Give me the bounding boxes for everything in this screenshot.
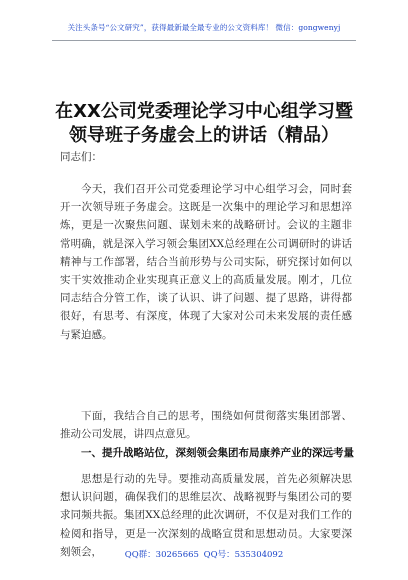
header-promo-banner: 关注头条号“公文研究”，获得最新最全最专业的公文资料库！ 微信：gongwenyj [67, 23, 341, 32]
footer-contact-info: QQ群：30265665 QQ号：535304092 [124, 550, 284, 560]
document-title: 在XX公司党委理论学习中心组学习暨领导班子务虚会上的讲话（精品） [55, 101, 353, 147]
salutation: 同志们： [60, 151, 102, 163]
body-paragraph-3: 思想是行动的先导。要推动高质量发展，首先必须解决思想认识问题，确保我们的思维层次、战略视野与集团公司的要求同频共振。集团XX总经理的此次调研，不仅是对我们工作的检阅和指导，更是一次深刻的战略宣贯和思想动员。大家要深刻领会， [60, 473, 352, 558]
section-heading-1: 一、提升战略站位，深刻领会集团布局康养产业的深远考量 [81, 447, 354, 459]
header-divider [52, 40, 356, 41]
body-paragraph-2: 下面，我结合自己的思考，围绕如何贯彻落实集团部署、推动公司发展，讲四点意见。 [60, 410, 352, 441]
body-paragraph-1: 今天，我们召开公司党委理论学习中心组学习会，同时套开一次领导班子务虚会。这既是一次集中的理论学习和思想淬炼，更是一次聚焦问题、谋划未来的战略研讨。会议的主题非常明确，就是深入学习领会集团XX总经理在公司调研时的讲话精神与工作部署，结合当前形势与公司实际，研究探讨如何以实干实效推动企业实现真正意义上的高质量发展。刚才，几位同志结合分管工作，谈了认识、讲了问题、提了思路，讲得都很好，有思考、有深度，体现了大家对公司未来发展的责任感与紧迫感。 [60, 183, 352, 341]
